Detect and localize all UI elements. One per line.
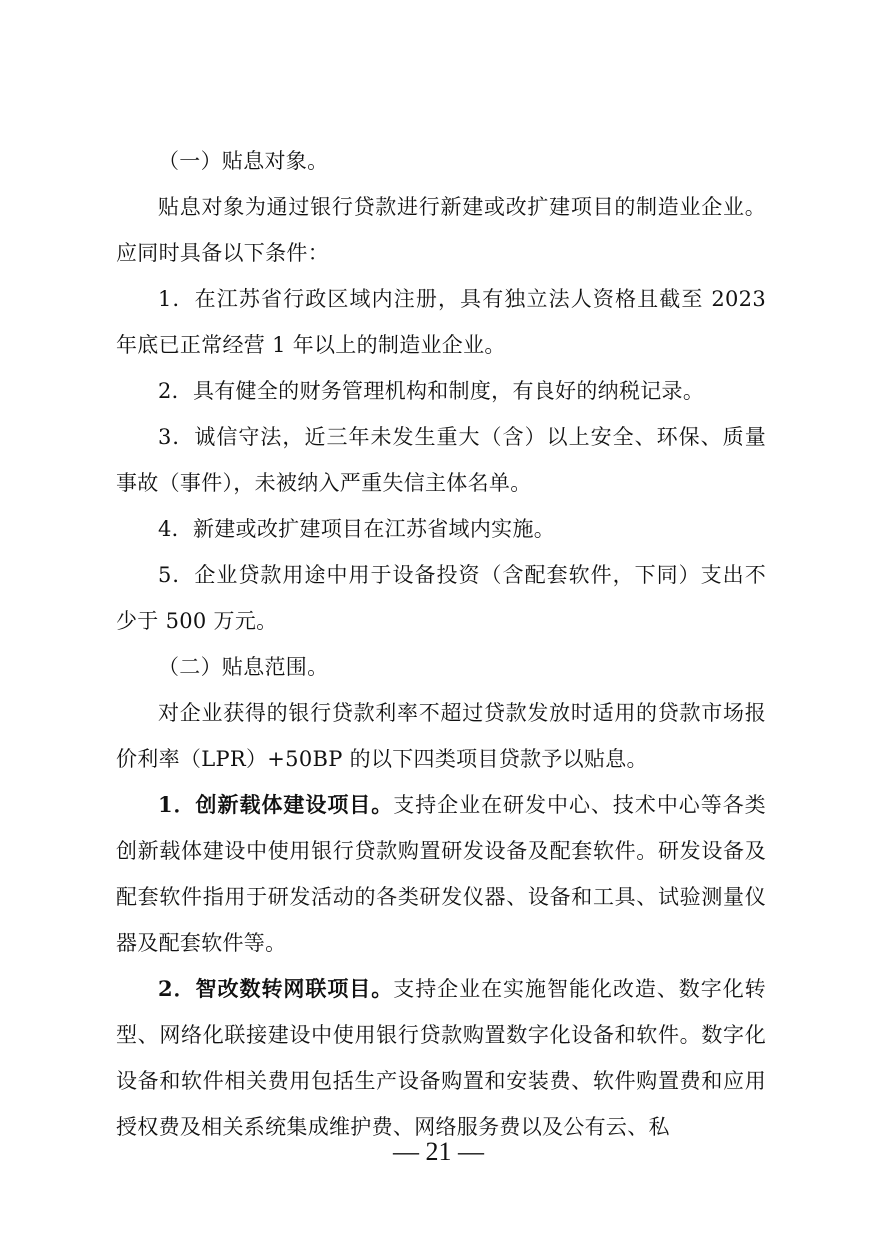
condition-item-2: 2．具有健全的财务管理机构和制度，有良好的纳税记录。 bbox=[158, 379, 705, 403]
project-category-1-title: 1．创新载体建设项目。 bbox=[158, 792, 394, 817]
condition-item-1: 1．在江苏省行政区域内注册，具有独立法人资格且截至 2023 年底已正常经营 1 年以上的制造业企业。 bbox=[116, 287, 766, 357]
page-number: — 21 — bbox=[393, 1137, 484, 1166]
subsidy-object-intro: 贴息对象为通过银行贷款进行新建或改扩建项目的制造业企业。应同时具备以下条件： bbox=[116, 195, 766, 265]
subsidy-scope-intro: 对企业获得的银行贷款利率不超过贷款发放时适用的贷款市场报价利率（LPR）+50BP 的以下四类项目贷款予以贴息。 bbox=[116, 701, 766, 771]
project-category-2-title: 2．智改数转网联项目。 bbox=[158, 976, 394, 1001]
document-body bbox=[116, 138, 766, 1150]
section-heading-subsidy-scope: （二）贴息范围。 bbox=[158, 655, 329, 679]
condition-item-5: 5．企业贷款用途中用于设备投资（含配套软件，下同）支出不少于 500 万元。 bbox=[116, 563, 766, 633]
project-category-1-text: 支持企业在研发中心、技术中心等各类创新载体建设中使用银行贷款购置研发设备及配套软件。研发设备及配套软件指用于研发活动的各类研发仪器、设备和工具、试验测量仪器及配套软件等。 bbox=[116, 793, 766, 955]
project-category-2 bbox=[116, 966, 766, 1150]
project-category-1 bbox=[116, 782, 766, 966]
section-heading-subsidy-object: （一）贴息对象。 bbox=[158, 149, 329, 173]
condition-item-3: 3．诚信守法，近三年未发生重大（含）以上安全、环保、质量事故（事件），未被纳入严重失信主体名单。 bbox=[116, 425, 766, 495]
project-category-2-text: 支持企业在实施智能化改造、数字化转型、网络化联接建设中使用银行贷款购置数字化设备和软件。数字化设备和软件相关费用包括生产设备购置和安装费、软件购置费和应用授权费及相关系统集成维护费、网络服务费以及公有云、私 bbox=[116, 977, 766, 1139]
condition-item-4: 4．新建或改扩建项目在江苏省域内实施。 bbox=[158, 517, 556, 541]
